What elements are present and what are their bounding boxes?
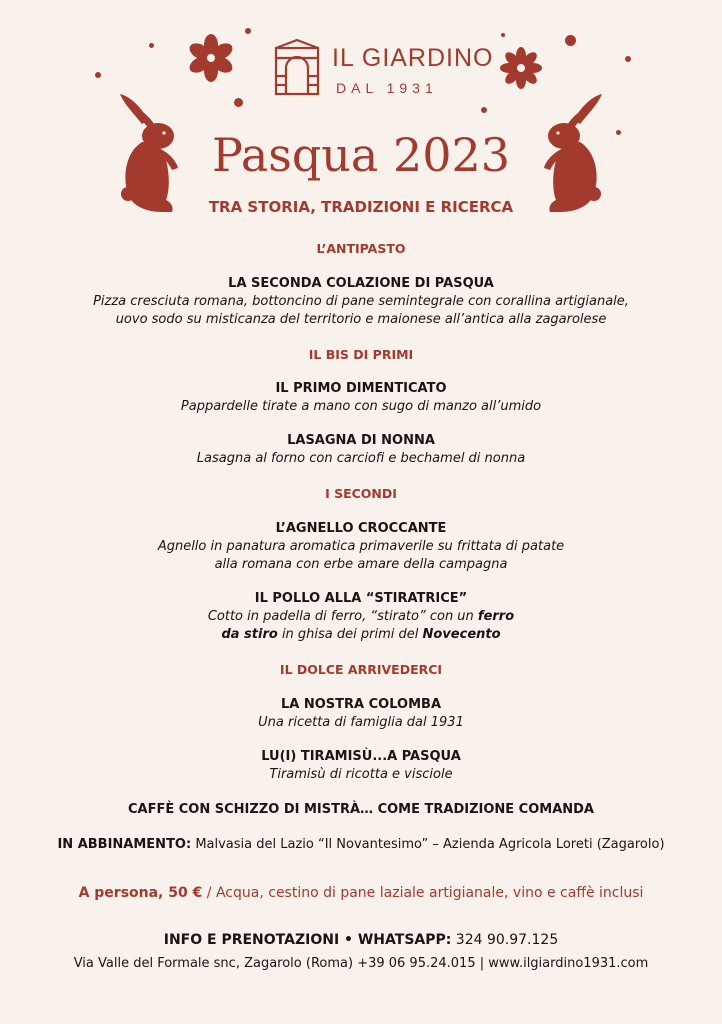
flower-icon: [499, 46, 543, 90]
dish-description: Pappardelle tirate a mano con sugo di manzo all’umido: [180, 399, 542, 414]
dish-name: LA NOSTRA COLOMBA: [281, 697, 441, 712]
decor-dot: [245, 28, 251, 34]
dish-name: LU(I) TIRAMISÙ...A PASQUA: [261, 749, 461, 764]
flower-icon: [186, 33, 236, 83]
dish-name: IL POLLO ALLA “STIRATRICE”: [254, 591, 468, 606]
dish-name: L’AGNELLO CROCCANTE: [275, 521, 447, 536]
decor-dot: [149, 43, 154, 48]
decor-dot: [95, 72, 101, 78]
dish-name: LASAGNA DI NONNA: [287, 433, 435, 448]
decor-dot: [625, 56, 631, 62]
section-heading: IL BIS DI PRIMI: [308, 347, 414, 362]
dish-description: uovo sodo su misticanza del territorio e maionese all’antica alla zagarolese: [115, 312, 607, 327]
section-heading: L’ANTIPASTO: [316, 241, 406, 256]
dish-description: Lasagna al forno con carciofi e bechamel di nonna: [196, 451, 526, 466]
page-subtitle: TRA STORIA, TRADIZIONI E RICERCA: [208, 198, 514, 216]
brand-logo: [270, 36, 494, 102]
dish-description: Tiramisù di ricotta e visciole: [269, 767, 453, 782]
dish-description: Cotto in padella di ferro, “stirato” con un ferro: [207, 609, 515, 624]
wine-pairing: IN ABBINAMENTO: Malvasia del Lazio “Il Novantesimo” – Azienda Agricola Loreti (Zagarolo): [57, 837, 665, 852]
dish-description: Pizza cresciuta romana, bottoncino di pane semintegrale con corallina artigianale,: [93, 294, 629, 309]
decor-dot: [501, 33, 505, 37]
decor-dot: [565, 35, 576, 46]
decor-dot: [234, 98, 243, 107]
coffee-line: CAFFÈ CON SCHIZZO DI MISTRÀ… COME TRADIZIONE COMANDA: [128, 802, 594, 817]
section-heading: I SECONDI: [325, 486, 397, 501]
dish-description: da stiro in ghisa dei primi del Novecento: [221, 627, 501, 642]
decor-dot: [481, 107, 487, 113]
brand-since: DAL 1931: [336, 80, 438, 96]
address-line: Via Valle del Formale snc, Zagarolo (Roma) +39 06 95.24.015 | www.ilgiardino1931.com: [73, 956, 649, 971]
dish-name: IL PRIMO DIMENTICATO: [275, 381, 447, 396]
brand-name: IL GIARDINO: [332, 44, 494, 72]
dish-name: LA SECONDA COLAZIONE DI PASQUA: [228, 276, 494, 291]
contact-info: INFO E PRENOTAZIONI • WHATSAPP: 324 90.97.125: [163, 932, 559, 948]
dish-description: Agnello in panatura aromatica primaverile su frittata di patate: [157, 539, 565, 554]
price-line: A persona, 50 € / Acqua, cestino di pane laziale artigianale, vino e caffè inclusi: [78, 885, 644, 901]
dish-description: Una ricetta di famiglia dal 1931: [258, 715, 464, 730]
section-heading: IL DOLCE ARRIVEDERCI: [279, 662, 443, 677]
arch-gate-icon: [270, 38, 324, 96]
page-title: Pasqua 2023: [211, 128, 511, 182]
dish-description: alla romana con erbe amare della campagna: [214, 557, 508, 572]
